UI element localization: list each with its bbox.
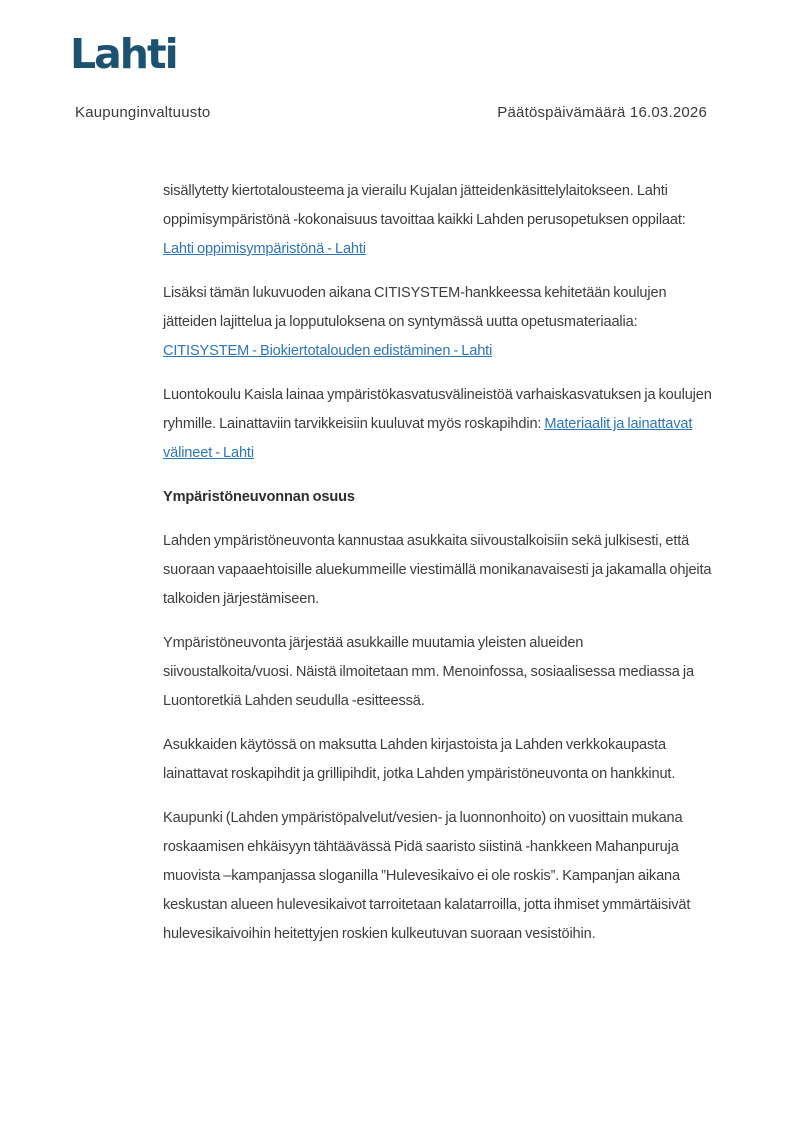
paragraph-text: Luontokoulu Kaisla lainaa ympäristökasvatusvälineistöä varhaiskasvatuksen ja koulujen ryhmille. Lainattaviin tarvikkeisiin kuuluvat myös roskapihdin: (163, 387, 712, 432)
header-decision-date: Päätöspäivämäärä 16.03.2026 (497, 104, 707, 121)
paragraph-citisystem (163, 279, 714, 366)
paragraph-text: sisällytetty kiertotalousteema ja vierailu Kujalan jätteidenkäsittelylaitokseen. Lahti oppimisympäristönä -kokonaisuus tavoittaa kaikki Lahden perusopetuksen oppilaat: (163, 183, 686, 228)
link-materiaalit-ja-lainattavat-valineet[interactable]: Materiaalit ja lainattavat välineet - Lahti (163, 416, 693, 461)
paragraph-talkoot-tiedotus: Ympäristöneuvonta järjestää asukkaille muutamia yleisten alueiden siivoustalkoita/vuosi. Näistä ilmoitetaan mm. Menoinfossa, sosiaalisessa mediassa ja Luontoretkiä Lahden seudulla -esitteessä. (163, 635, 694, 709)
paragraph-luontokoulu-kaisla (163, 381, 714, 468)
paragraph-siivoustalkoot-kannustus: Lahden ympäristöneuvonta kannustaa asukkaita siivoustalkoisiin sekä julkisesti, että suoraan vapaaehtoisille aluekummeille viestimällä monikanavaisesti ja jakamalla ohjeita talkoiden järjestämiseen. (163, 533, 712, 607)
header-org-name: Kaupunginvaltuusto (75, 104, 211, 121)
document-body (163, 177, 714, 964)
paragraph-hulevesikaivo-kampanja: Kaupunki (Lahden ympäristöpalvelut/vesien- ja luonnonhoito) on vuosittain mukana roskaamisen ehkäisyyn tähtäävässä Pidä saaristo siistinä -hankkeen Mahanpuruja muovista –kampanjassa sloganilla ”Hulevesikaivo ei ole roskis”. Kampanjan aikana keskustan alueen hulevesikaivot tarroitetaan kalatarroilla, jotta ihmiset ymmärtäisivät hulevesikaivoihin heitettyjen roskien kulkeutuvan suoraan vesistöihin. (163, 810, 691, 942)
link-lahti-oppimisymparistona[interactable]: Lahti oppimisympäristönä - Lahti (163, 241, 366, 257)
paragraph-roskapihdit-lainaus: Asukkaiden käytössä on maksutta Lahden kirjastoista ja Lahden verkkokaupasta lainattavat roskapihdit ja grillipihdit, jotka Lahden ympäristöneuvonta on hankkinut. (163, 737, 676, 782)
lahti-city-logo: Lahti (70, 30, 177, 78)
section-heading-ymparistoneuvonnan-osuus: Ympäristöneuvonnan osuus (163, 489, 355, 505)
paragraph-oppimisymparisto (163, 177, 714, 264)
link-citisystem-biokiertotalous[interactable]: CITISYSTEM - Biokiertotalouden edistäminen - Lahti (163, 343, 493, 359)
paragraph-text: Lisäksi tämän lukuvuoden aikana CITISYSTEM-hankkeessa kehitetään koulujen jätteiden lajittelua ja lopputuloksena on syntymässä uutta opetusmateriaalia: (163, 285, 667, 330)
document-header (75, 104, 707, 121)
